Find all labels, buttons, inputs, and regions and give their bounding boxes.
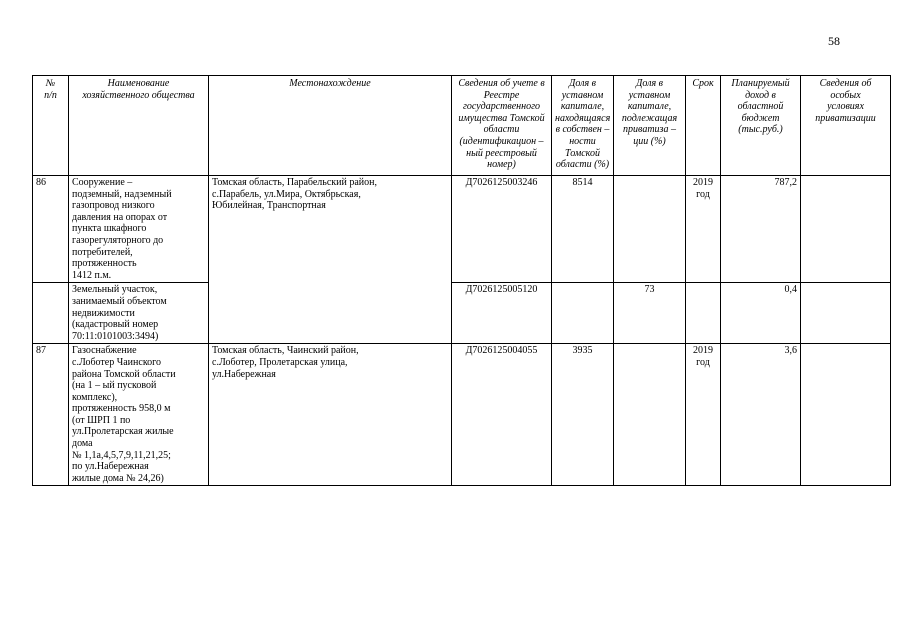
- header-location: Местонахождение: [209, 76, 452, 176]
- header-share-privatized: Доля в уставном капитале, подлежащая приватиза – ции (%): [614, 76, 686, 176]
- header-conditions: Сведения об особых условиях приватизации: [801, 76, 891, 176]
- header-num: № п/п: [33, 76, 69, 176]
- header-income: Планируемый доход в областной бюджет (тыс.руб.): [721, 76, 801, 176]
- row-share-privatized: 73: [614, 283, 686, 344]
- page-number: 58: [828, 34, 840, 48]
- row-income: 3,6: [721, 344, 801, 486]
- header-row: [33, 76, 891, 176]
- header-term: Срок: [686, 76, 721, 176]
- row-location: Томская область, Парабельский район, с.Парабель, ул.Мира, Октябрьская, Юбилейная, Транспортная: [209, 176, 452, 344]
- row-registry: Д7026125004055: [452, 344, 552, 486]
- row-location: Томская область, Чаинский район, с.Лоботер, Пролетарская улица, ул.Набережная: [209, 344, 452, 486]
- row-registry: Д7026125005120: [452, 283, 552, 344]
- row-share-privatized: [614, 176, 686, 283]
- row-term: 2019 год: [686, 344, 721, 486]
- row-income: 787,2: [721, 176, 801, 283]
- row-share-owned: [552, 283, 614, 344]
- row-term: 2019 год: [686, 176, 721, 283]
- row-name: Сооружение – подземный, надземный газопровод низкого давления на опорах от пункта шкафного газорегуляторного до потребителей, протяженность 1412 п.м.: [69, 176, 209, 283]
- table-row: [33, 283, 891, 344]
- header-name: Наименование хозяйственного общества: [69, 76, 209, 176]
- privatization-table: [32, 75, 891, 486]
- row-share-owned: 8514: [552, 176, 614, 283]
- row-name: Газоснабжение с.Лоботер Чаинского района Томской области (на 1 – ый пусковой комплекс), протяженность 958,0 м (от ШРП 1 по ул.Пролетарская жилые дома № 1,1а,4,5,7,9,11,21,25; по ул.Набережная жилые дома № 24,26): [69, 344, 209, 486]
- table-row: [33, 344, 891, 486]
- row-num: [33, 283, 69, 344]
- row-registry: Д7026125003246: [452, 176, 552, 283]
- row-num: 87: [33, 344, 69, 486]
- header-registry: Сведения об учете в Реестре государственного имущества Томской области (идентификацион – ный реестровый номер): [452, 76, 552, 176]
- row-term: [686, 283, 721, 344]
- row-share-privatized: [614, 344, 686, 486]
- row-num: 86: [33, 176, 69, 283]
- row-conditions: [801, 283, 891, 344]
- row-share-owned: 3935: [552, 344, 614, 486]
- row-conditions: [801, 176, 891, 283]
- header-share-owned: Доля в уставном капитале, находящаяся в собствен – ности Томской области (%): [552, 76, 614, 176]
- row-name: Земельный участок, занимаемый объектом недвижимости (кадастровый номер 70:11:0101003:3494): [69, 283, 209, 344]
- table-row: [33, 176, 891, 283]
- row-conditions: [801, 344, 891, 486]
- row-income: 0,4: [721, 283, 801, 344]
